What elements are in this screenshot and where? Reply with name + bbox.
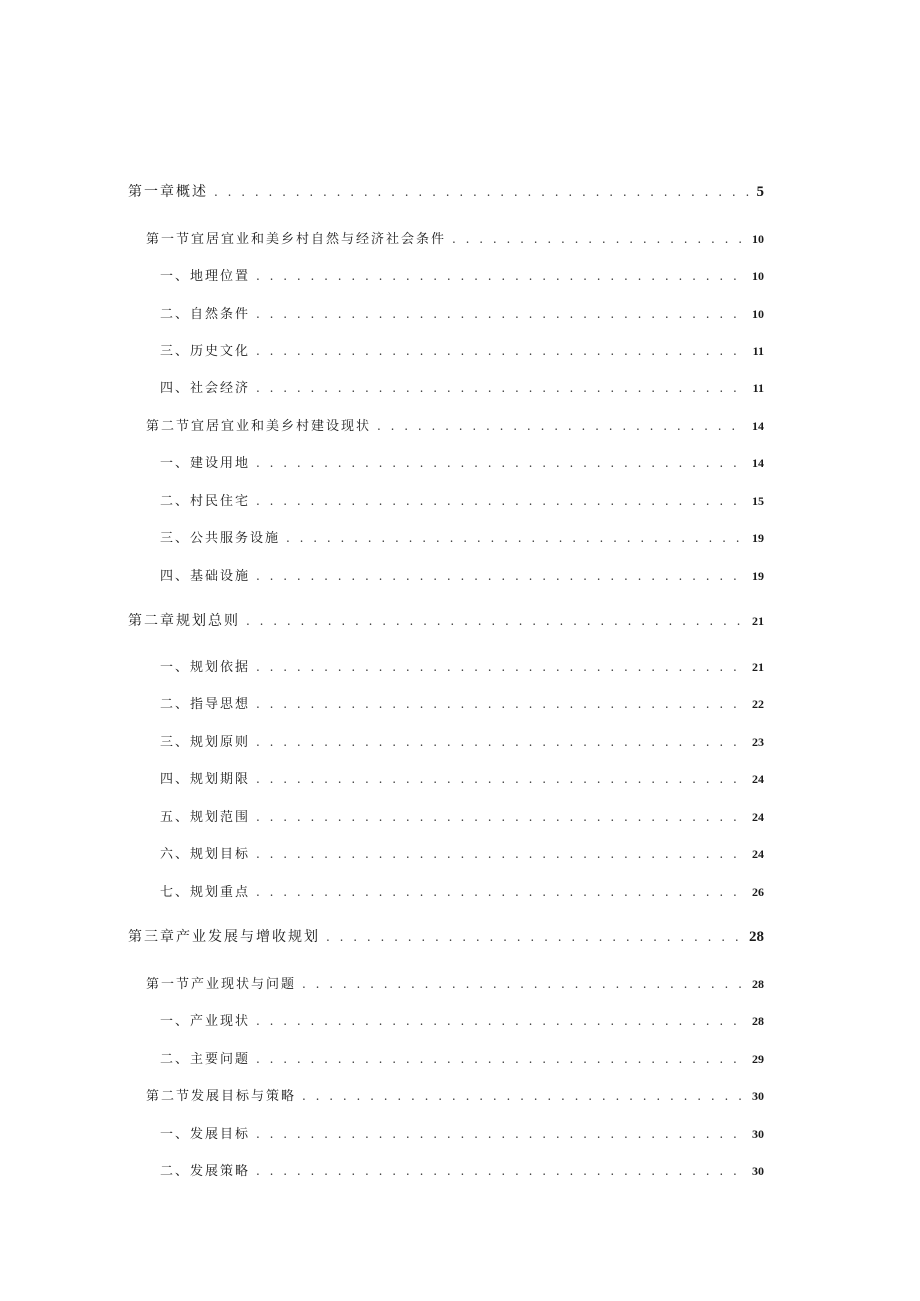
toc-entry-label: 二、村民住宅 — [160, 494, 251, 509]
toc-entry-page: 15 — [752, 494, 764, 508]
toc-entry-item[interactable] — [160, 768, 764, 787]
dot-leader — [256, 697, 746, 711]
toc-entry-item[interactable] — [160, 1010, 764, 1029]
toc-entry-page: 30 — [752, 1127, 764, 1141]
dot-leader — [452, 232, 746, 246]
toc-entry-page: 14 — [752, 419, 764, 433]
dot-leader — [256, 307, 746, 321]
toc-entry-chapter-2[interactable] — [128, 610, 764, 630]
toc-entry-item[interactable] — [160, 806, 764, 825]
toc-entry-label: 二、发展策略 — [160, 1164, 251, 1179]
toc-entry-item[interactable] — [160, 1160, 764, 1179]
toc-entry-section[interactable] — [146, 228, 764, 247]
toc-entry-label: 第一节产业现状与问题 — [146, 977, 297, 992]
toc-entry-item[interactable] — [160, 527, 764, 546]
toc-entry-page: 24 — [752, 847, 764, 861]
toc-entry-page: 10 — [752, 269, 764, 283]
dot-leader — [214, 185, 751, 199]
toc-entry-chapter-3[interactable] — [128, 926, 764, 946]
dot-leader — [256, 494, 746, 508]
toc-entry-page: 24 — [752, 810, 764, 824]
toc-entry-chapter-1[interactable] — [128, 181, 764, 201]
dot-leader — [256, 660, 746, 674]
toc-entry-section[interactable] — [146, 973, 764, 992]
toc-entry-page: 11 — [752, 381, 764, 395]
toc-entry-item[interactable] — [160, 843, 764, 862]
toc-entry-page: 21 — [752, 660, 764, 674]
toc-entry-label: 五、规划范围 — [160, 810, 251, 825]
toc-entry-item[interactable] — [160, 1048, 764, 1067]
toc-entry-label: 一、建设用地 — [160, 456, 251, 471]
dot-leader — [256, 344, 747, 358]
dot-leader — [256, 847, 746, 861]
dot-leader — [256, 456, 746, 470]
toc-entry-label: 第一章概述 — [128, 184, 208, 200]
toc-entry-page: 28 — [752, 977, 764, 991]
toc-entry-item[interactable] — [160, 490, 764, 509]
toc-entry-item[interactable] — [160, 340, 764, 359]
toc-entry-item[interactable] — [160, 265, 764, 284]
dot-leader — [302, 977, 746, 991]
toc-entry-label: 七、规划重点 — [160, 885, 251, 900]
toc-entry-section[interactable] — [146, 1085, 764, 1104]
dot-leader — [256, 1052, 746, 1066]
toc-entry-page: 30 — [752, 1089, 764, 1103]
toc-entry-label: 六、规划目标 — [160, 847, 251, 862]
toc-entry-section[interactable] — [146, 415, 764, 434]
toc-entry-page: 14 — [752, 456, 764, 470]
toc-entry-item[interactable] — [160, 303, 764, 322]
toc-entry-item[interactable] — [160, 731, 764, 750]
toc-entry-page: 10 — [752, 307, 764, 321]
toc-entry-label: 第二节宜居宜业和美乡村建设现状 — [146, 419, 372, 434]
toc-entry-page: 22 — [752, 697, 764, 711]
toc-entry-label: 二、自然条件 — [160, 307, 251, 322]
toc-entry-label: 三、公共服务设施 — [160, 531, 281, 546]
toc-entry-label: 三、历史文化 — [160, 344, 251, 359]
toc-entry-page: 28 — [752, 1014, 764, 1028]
toc-entry-item[interactable] — [160, 452, 764, 471]
dot-leader — [256, 735, 746, 749]
toc-entry-page: 19 — [752, 531, 764, 545]
toc-entry-item[interactable] — [160, 565, 764, 584]
dot-leader — [256, 1014, 746, 1028]
dot-leader — [326, 930, 743, 944]
dot-leader — [286, 531, 746, 545]
toc-entry-page: 23 — [752, 735, 764, 749]
dot-leader — [302, 1089, 746, 1103]
toc-entry-page: 21 — [752, 614, 764, 628]
dot-leader — [256, 885, 746, 899]
toc-entry-page: 29 — [752, 1052, 764, 1066]
toc-entry-label: 四、社会经济 — [160, 381, 251, 396]
dot-leader — [256, 381, 747, 395]
dot-leader — [256, 772, 746, 786]
toc-entry-label: 一、产业现状 — [160, 1014, 251, 1029]
toc-entry-item[interactable] — [160, 881, 764, 900]
toc-entry-item[interactable] — [160, 693, 764, 712]
toc-entry-label: 四、基础设施 — [160, 569, 251, 584]
toc-entry-label: 一、发展目标 — [160, 1127, 251, 1142]
toc-entry-page: 28 — [749, 929, 764, 945]
dot-leader — [246, 614, 746, 628]
toc-entry-page: 11 — [752, 344, 764, 358]
dot-leader — [256, 1164, 746, 1178]
toc-entry-label: 二、主要问题 — [160, 1052, 251, 1067]
toc-entry-item[interactable] — [160, 656, 764, 675]
toc-entry-label: 一、地理位置 — [160, 269, 251, 284]
toc-entry-page: 24 — [752, 772, 764, 786]
toc-entry-label: 三、规划原则 — [160, 735, 251, 750]
toc-entry-item[interactable] — [160, 1123, 764, 1142]
toc-entry-page: 19 — [752, 569, 764, 583]
toc-entry-label: 四、规划期限 — [160, 772, 251, 787]
toc-entry-label: 第二章规划总则 — [128, 613, 240, 629]
toc-entry-label: 一、规划依据 — [160, 660, 251, 675]
toc-entry-label: 第三章产业发展与增收规划 — [128, 929, 320, 945]
toc-entry-label: 第一节宜居宜业和美乡村自然与经济社会条件 — [146, 232, 447, 247]
toc-entry-page: 30 — [752, 1164, 764, 1178]
dot-leader — [256, 269, 746, 283]
dot-leader — [377, 419, 746, 433]
dot-leader — [256, 810, 746, 824]
dot-leader — [256, 1127, 746, 1141]
toc-entry-item[interactable] — [160, 377, 764, 396]
toc-entry-page: 5 — [756, 184, 764, 200]
dot-leader — [256, 569, 746, 583]
toc-entry-page: 10 — [752, 232, 764, 246]
toc-entry-label: 第二节发展目标与策略 — [146, 1089, 297, 1104]
toc-entry-page: 26 — [752, 885, 764, 899]
toc-entry-label: 二、指导思想 — [160, 697, 251, 712]
